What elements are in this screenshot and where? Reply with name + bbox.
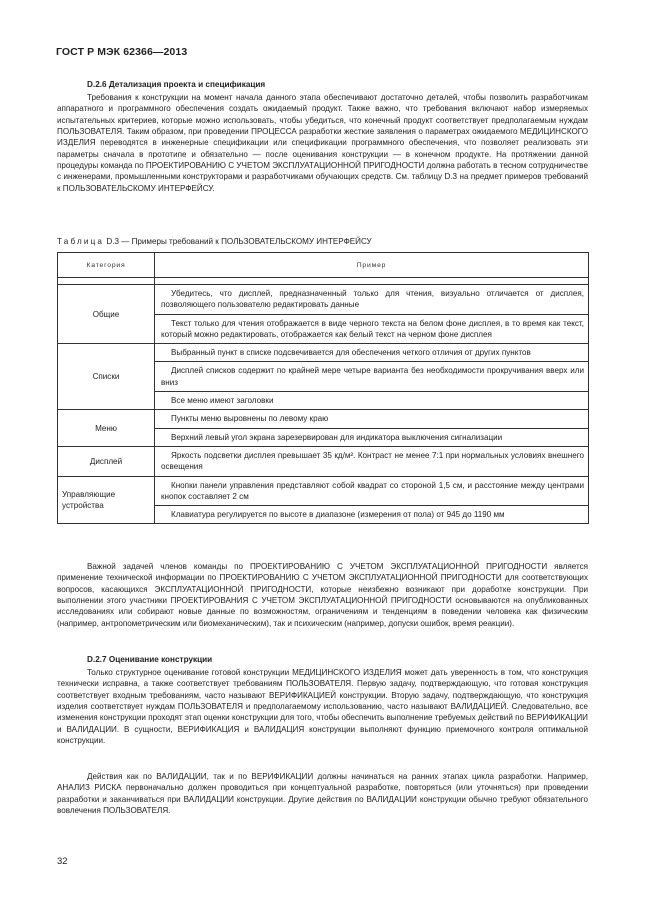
section-d26-paragraph: Требования к конструкции на момент начала данного этапа обеспечивают достаточно деталей, чтобы позволить разработчикам аппаратного и программного обеспечения создать ожидаемый продукт. Также важно, что требования включают набор измеряемых испытательных критериев, которые можно использовать, чтобы убедиться, что конечный продукт соответствует предполагаемым нуждам ПОЛЬЗОВАТЕЛЯ. Таким образом, при проведении ПРОЦЕССА разработки жесткие заявления о параметрах ожидаемого МЕДИЦИНСКОГО ИЗДЕЛИЯ переводятся в инженерные спецификации или спецификации программного обеспечения, что позволяет реализовать эти параметры сначала в прототипе и обязательно — после оценивания конструкции — в конечном продукте. На протяжении данной процедуры команда по ПРОЕКТИРОВАНИЮ С УЧЕТОМ ЭКСПЛУАТАЦИОННОЙ ПРИГОДНОСТИ должна работать в тесном сотрудничестве с инженерами, промышленными конструкторами и разработчиками обучающих средств. См. таблицу D.3 на предмет примеров требований к ПОЛЬЗОВАТЕЛЬСКОМУ ИНТЕРФЕЙСУ. xyxy=(57,93,588,193)
category-cell: Списки xyxy=(58,344,155,410)
section-title-d27: D.2.7 Оценивание конструкции xyxy=(87,655,213,664)
example-cell: Дисплей списков содержит по крайней мере четыре варианта без необходимости прокручивания вверх или вниз xyxy=(155,362,589,392)
example-cell: Убедитесь, что дисплей, предназначенный только для чтения, визуально отличается от дисплея, позволяющего пользователю редактировать данные xyxy=(155,285,589,315)
example-cell: Клавиатура регулируется по высоте в диапазоне (измерения от пола) от 945 до 1190 мм xyxy=(155,506,589,524)
requirements-table xyxy=(57,252,589,524)
table-caption-text: D.3 — Примеры требований к ПОЛЬЗОВАТЕЛЬСКОМУ ИНТЕРФЕЙСУ xyxy=(106,237,372,246)
category-cell: Управляющие устройства xyxy=(58,476,155,524)
example-cell: Все меню имеют заголовки xyxy=(155,392,589,410)
section-d27-paragraph-1: Только структурное оценивание готовой конструкции МЕДИЦИНСКОГО ИЗДЕЛИЯ может дать уверенность в том, что конструкция технически исправна, а также соответствует требованиям ПОЛЬЗОВАТЕЛЯ. Первую задачу, подтверждающую, что готовая конструкция соответствует входным требованиям, часто называют ВЕРИФИКАЦИЕЙ конструкции. Вторую задачу, подтверждающую, что конструкция изделия соответствует нуждам ПОЛЬЗОВАТЕЛЯ и предполагаемому использованию, часто называют ВАЛИДАЦИЕЙ. Следовательно, все изменения конструкции проходят этап оценки конструкции для того, чтобы обеспечить выполнение требуемых действий по ВЕРИФИКАЦИИ и ВАЛИДАЦИИ. В сущности, ВЕРИФИКАЦИЯ и ВАЛИДАЦИЯ конструкции выполняют функцию приемочного контроля оптимальной конструкции. xyxy=(57,668,588,746)
category-cell: Общие xyxy=(58,285,155,344)
section-d27-paragraph-2: Действия как по ВАЛИДАЦИИ, так и по ВЕРИФИКАЦИИ должны начинаться на ранних этапах цикла разработки. Например, АНАЛИЗ РИСКА первоначально должен проводиться при концептуальной разработке, повторяться (или уточняться) при проведении разработки и заканчиваться при ВАЛИДАЦИИ конструкции. Другие действия по ВАЛИДАЦИИ конструкции обычно требуют обязательного вовлечения ПОЛЬЗОВАТЕЛЯ. xyxy=(57,772,588,816)
example-cell: Пункты меню выровнены по левому краю xyxy=(155,410,589,428)
after-table-paragraph: Важной задачей членов команды по ПРОЕКТИРОВАНИЮ С УЧЕТОМ ЭКСПЛУАТАЦИОННОЙ ПРИГОДНОСТИ является применение технической информации по ПРОЕКТИРОВАНИЮ С УЧЕТОМ ЭКСПЛУАТАЦИОННОЙ ПРИГОДНОСТИ для соответствующих вопросов, касающихся ЭКСПЛУАТАЦИОННОЙ ПРИГОДНОСТИ, которые неизбежно возникают при доработке конструкции. При выполнении этого участники ПРОЕКТИРОВАНИЯ С УЧЕТОМ ЭКСПЛУАТАЦИОННОЙ ПРИГОДНОСТИ основываются на опубликованных исследованиях или собирают новые данные по возможностям, ограничениям и тенденциям в поведении человека как физическим (например, антропометрическим или биомеханическим), так и психическим (например, допуски ошибок, время реакции). xyxy=(57,562,588,628)
category-cell: Дисплей xyxy=(58,446,155,476)
page-number: 32 xyxy=(57,856,68,867)
example-cell: Выбранный пункт в списке подсвечивается для обеспечения четкого отличия от других пунктов xyxy=(155,344,589,362)
category-cell: Меню xyxy=(58,410,155,447)
table-row xyxy=(58,344,589,362)
table-row xyxy=(58,476,589,506)
table-row xyxy=(58,410,589,428)
example-cell: Кнопки панели управления представляют собой квадрат со стороной 1,5 см, и расстояние между центрами кнопок составляет 2 см xyxy=(155,476,589,506)
example-cell: Яркость подсветки дисплея превышает 35 кд/м². Контраст не менее 7:1 при нормальных условиях внешнего освещения xyxy=(155,446,589,476)
table-spacer xyxy=(58,278,589,285)
example-cell: Текст только для чтения отображается в виде черного текста на белом фоне дисплея, в то время как текст, который можно редактировать, отображается как белый текст на черном фоне дисплея xyxy=(155,314,589,344)
column-header-category: Категория xyxy=(58,253,155,278)
section-title-d26: D.2.6 Детализация проекта и спецификация xyxy=(87,80,266,89)
table-row xyxy=(58,446,589,476)
table-caption-label: Таблица xyxy=(57,237,105,246)
table-row xyxy=(58,285,589,315)
table-caption xyxy=(57,237,372,246)
example-cell: Верхний левый угол экрана зарезервирован для индикатора выключения сигнализации xyxy=(155,428,589,446)
standard-header: ГОСТ Р МЭК 62366—2013 xyxy=(56,46,188,58)
column-header-example: Пример xyxy=(155,253,589,278)
